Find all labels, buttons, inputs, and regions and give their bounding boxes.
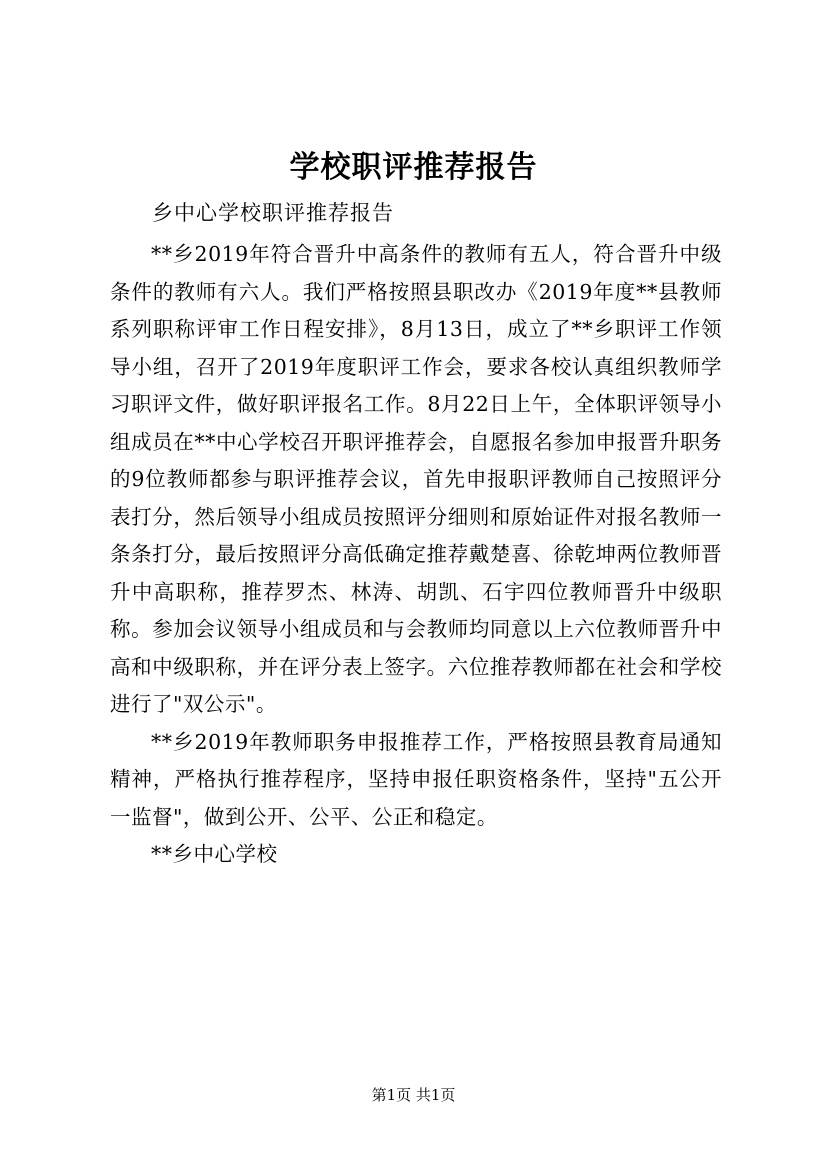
signature-line: **乡中心学校 — [151, 842, 278, 866]
document-body — [110, 236, 722, 874]
page-number-footer: 第1页 共1页 — [371, 1086, 456, 1104]
body-paragraph: **乡2019年教师职务申报推荐工作，严格按照县教育局通知精神，严格执行推荐程序，坚持申报任职资格条件，坚持"五公开一监督"，做到公开、公平、公正和稳定。 — [110, 729, 722, 829]
body-paragraph: **乡2019年符合晋升中高条件的教师有五人，符合晋升中级条件的教师有六人。我们严格按照县职改办《2019年度**县教师系列职称评审工作日程安排》，8月13日，成立了**乡职评工作领导小组，召开了2019年度职评工作会，要求各校认真组织教师学习职评文件，做好职评报名工作。8月22日上午，全体职评领导小组成员在**中心学校召开职评推荐会，自愿报名参加申报晋升职务的9位教师都参与职评推荐会议，首先申报职评教师自己按照评分表打分，然后领导小组成员按照评分细则和原始证件对报名教师一条条打分，最后按照评分高低确定推荐戴楚喜、徐乾坤两位教师晋升中高职称，推荐罗杰、林涛、胡凯、石宇四位教师晋升中级职称。参加会议领导小组成员和与会教师均同意以上六位教师晋升中高和中级职称，并在评分表上签字。六位推荐教师都在社会和学校进行了"双公示"。 — [110, 242, 722, 716]
document-title: 学校职评推荐报告 — [289, 150, 538, 185]
document-subtitle: 乡中心学校职评推荐报告 — [152, 201, 394, 225]
